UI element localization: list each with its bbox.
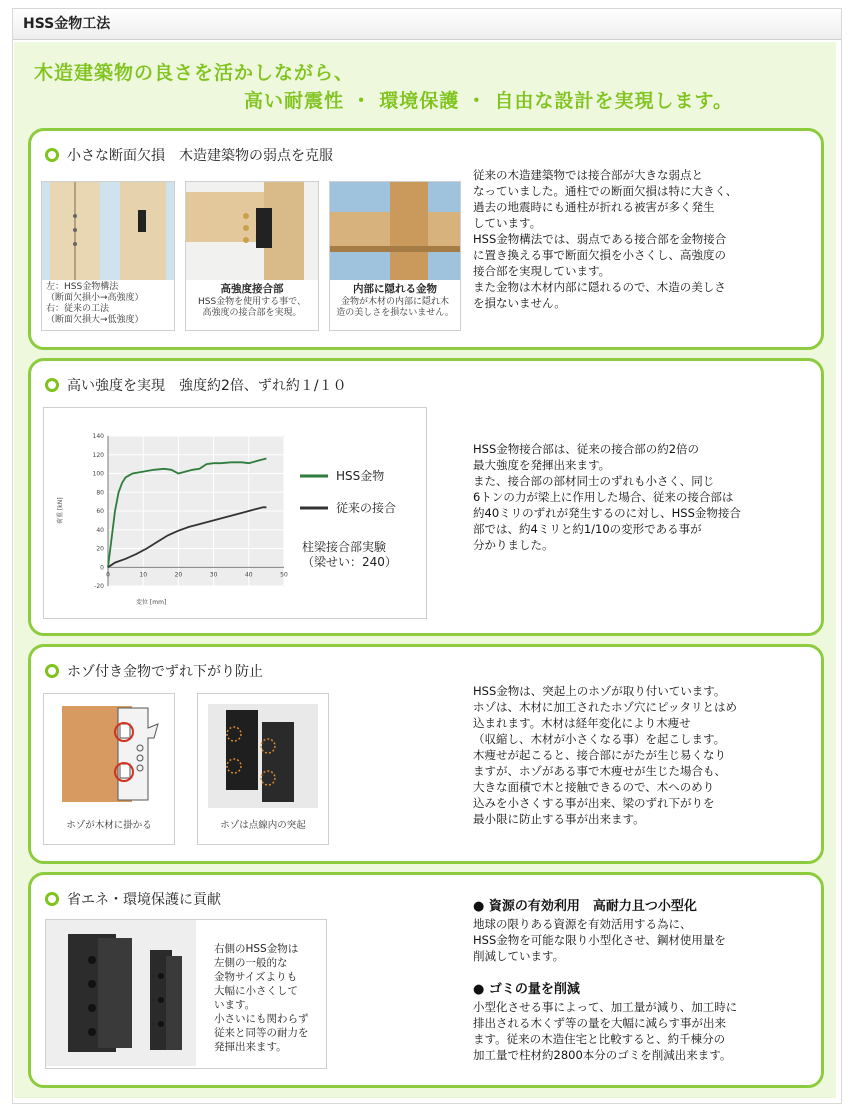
section-small-defect-description: 従来の木造建築物では接合部が大きな弱点と なっていました。通柱での断面欠損は特に大きく、 過去の地震時にも通柱が折れる被害が多く発生 しています。 HSS金物構法では、弱点である接合部を金物接合 に置き換える事で断面欠損を小さくし、高強度の 接合部を実現しています。 また金物は木材内部に隠れるので、木造の美しさ を損ないません。 — [473, 168, 738, 310]
chart-y-tick-label: 140 — [92, 433, 104, 440]
chart-x-label: 変位 [mm] — [136, 599, 167, 606]
section-eco-title: 省エネ・環境保護に貢献 — [67, 892, 221, 908]
tagline-line1: 木造建築物の良さを活かしながら、 — [34, 62, 355, 84]
chart-y-tick-label: 60 — [96, 508, 104, 515]
section-eco — [28, 872, 824, 1088]
chart-y-tick-label: 20 — [96, 545, 104, 553]
section-small-defect — [28, 128, 824, 350]
chart-x-tick-label: 50 — [280, 571, 288, 579]
photo-hidden-hardware — [329, 181, 461, 331]
point-waste-title: ● ゴミの量を削減 — [473, 982, 580, 997]
chart-legend — [300, 468, 396, 515]
section-high-strength — [28, 358, 824, 636]
photo-hidden-hardware-caption: 金物が木材の内部に隠れ木 造の美しさを損ないません。 — [336, 297, 454, 318]
section-high-strength-description: HSS金物接合部は、従来の接合部の約2倍の 最大強度を発揮出来ます。 また、接合部の部材同士のずれも小さく、同じ 6トンの力が梁上に作用した場合、従来の接合部は 約40ミリのずれが発生するのに対し、HSS金物接合 部では、約4ミリと約1/10の変形である事が 分かりました。 — [473, 442, 741, 552]
chart-x-tick-label: 40 — [244, 571, 253, 579]
section-tenon-hardware-description: HSS金物は、突起上のホゾが取り付いています。 ホゾは、木材に加工されたホゾ穴にピッタリとはめ 込まれます。木材は経年変化により木痩せ （収縮し、木材が小さくなる事）を起こします。 木痩せが起こると、接合部にがたが生じ易くなり ますが、ホゾがある事で木痩せが生じた場合も、 大きな面積で木と接触できるので、木へのめり 込みを小さくする事が出来、梁のずれ下がりを 最小限に防止する事が出来ます。 — [473, 684, 738, 826]
chart-y-label: 荷重 [kN] — [57, 497, 64, 524]
chart-legend-label-2: 従来の接合 — [336, 501, 397, 515]
chart-annotation: 柱梁接合部実験 （梁せい：240） — [302, 540, 397, 569]
tenon-in-wood-diagram — [44, 694, 174, 814]
section-eco-heading — [45, 889, 221, 909]
chart-y-tick-label: -20 — [94, 583, 104, 590]
circle-bullet-icon — [45, 148, 59, 162]
chart-y-tick-label: 40 — [96, 526, 104, 534]
photo-tenon-in-wood-caption: ホゾが木材に掛かる — [66, 820, 152, 831]
hidden-hardware-image — [330, 182, 460, 280]
chart-legend-label-1: HSS金物 — [336, 469, 385, 483]
photo-tenon-protrusion — [197, 693, 329, 845]
chart-y-tick-label: 0 — [100, 564, 104, 572]
photo-high-strength-joint-caption: HSS金物を使用する事で、 高強度の接合部を実現。 — [197, 297, 306, 318]
circle-bullet-icon — [45, 664, 59, 678]
chart-x-tick-label: 20 — [174, 571, 183, 579]
chart-y-tick-label: 80 — [96, 489, 104, 497]
chart-x-tick-label: 30 — [209, 571, 218, 579]
page-header: HSS金物工法 — [13, 9, 841, 40]
load-displacement-chart — [44, 408, 426, 618]
column-comparison-image — [42, 182, 174, 280]
photo-hardware-size-comparison — [45, 919, 327, 1069]
point-resource-title: ● 資源の有効利用 高耐力且つ小型化 — [473, 899, 697, 914]
chart-y-tick-label: 100 — [92, 470, 104, 478]
hardware-size-comparison-image — [46, 920, 196, 1066]
section-tenon-hardware — [28, 644, 824, 864]
photo-hidden-hardware-title: 内部に隠れる金物 — [353, 283, 437, 295]
chart-panel — [43, 407, 427, 619]
photo-hardware-size-caption: 右側のHSS金物は 左側の一般的な 金物サイズよりも 大幅に小さくして います。 小さいにも関わらず 従来と同等の耐力を 発揮出来ます。 — [214, 943, 309, 1053]
section-high-strength-heading — [45, 375, 347, 395]
chart-x-tick-label: 0 — [106, 571, 110, 579]
photo-high-strength-joint-caption-block — [186, 284, 318, 319]
photo-high-strength-joint — [185, 181, 319, 331]
section-tenon-hardware-title: ホゾ付き金物でずれ下がり防止 — [67, 664, 263, 680]
photo-hidden-hardware-caption-block — [330, 284, 460, 319]
section-tenon-hardware-heading — [45, 661, 263, 681]
section-small-defect-title: 小さな断面欠損 木造建築物の弱点を克服 — [67, 148, 333, 164]
section-small-defect-heading — [45, 145, 333, 165]
photo-high-strength-joint-title: 高強度接合部 — [220, 283, 284, 295]
photo-tenon-protrusion-caption: ホゾは点線内の突起 — [220, 820, 306, 831]
tenon-protrusion-image — [198, 694, 328, 814]
high-strength-joint-image — [186, 182, 318, 280]
point-resource-text: 地球の限りある資源を有効活用する為に、 HSS金物を可能な限り小型化させ、鋼材使用量を 削減しています。 — [473, 917, 726, 963]
photo-column-comparison — [41, 181, 175, 331]
circle-bullet-icon — [45, 892, 59, 906]
section-eco-points — [473, 895, 813, 1063]
circle-bullet-icon — [45, 378, 59, 392]
chart-x-tick-label: 10 — [139, 571, 148, 579]
chart-y-tick-label: 120 — [92, 451, 104, 459]
chart-y-ticks — [93, 433, 105, 590]
point-waste-text: 小型化させる事によって、加工量が減り、加工時に 排出される木くず等の量を大幅に減らす事が出来 ます。従来の木造住宅と比較すると、約千棟分の 加工量で柱材約2800本分のゴミを削減出来ます。 — [473, 1000, 738, 1062]
section-high-strength-title: 高い強度を実現 強度約2倍、ずれ約１/１０ — [67, 378, 347, 394]
chart-grid — [108, 436, 284, 586]
photo-column-comparison-caption: 左：HSS金物構法 （断面欠損小→高強度） 右：従来の工法 （断面欠損大→低強度） — [46, 282, 144, 325]
photo-tenon-in-wood — [43, 693, 175, 845]
tagline-line2: 高い耐震性 ・ 環境保護 ・ 自由な設計を実現します。 — [244, 90, 733, 112]
